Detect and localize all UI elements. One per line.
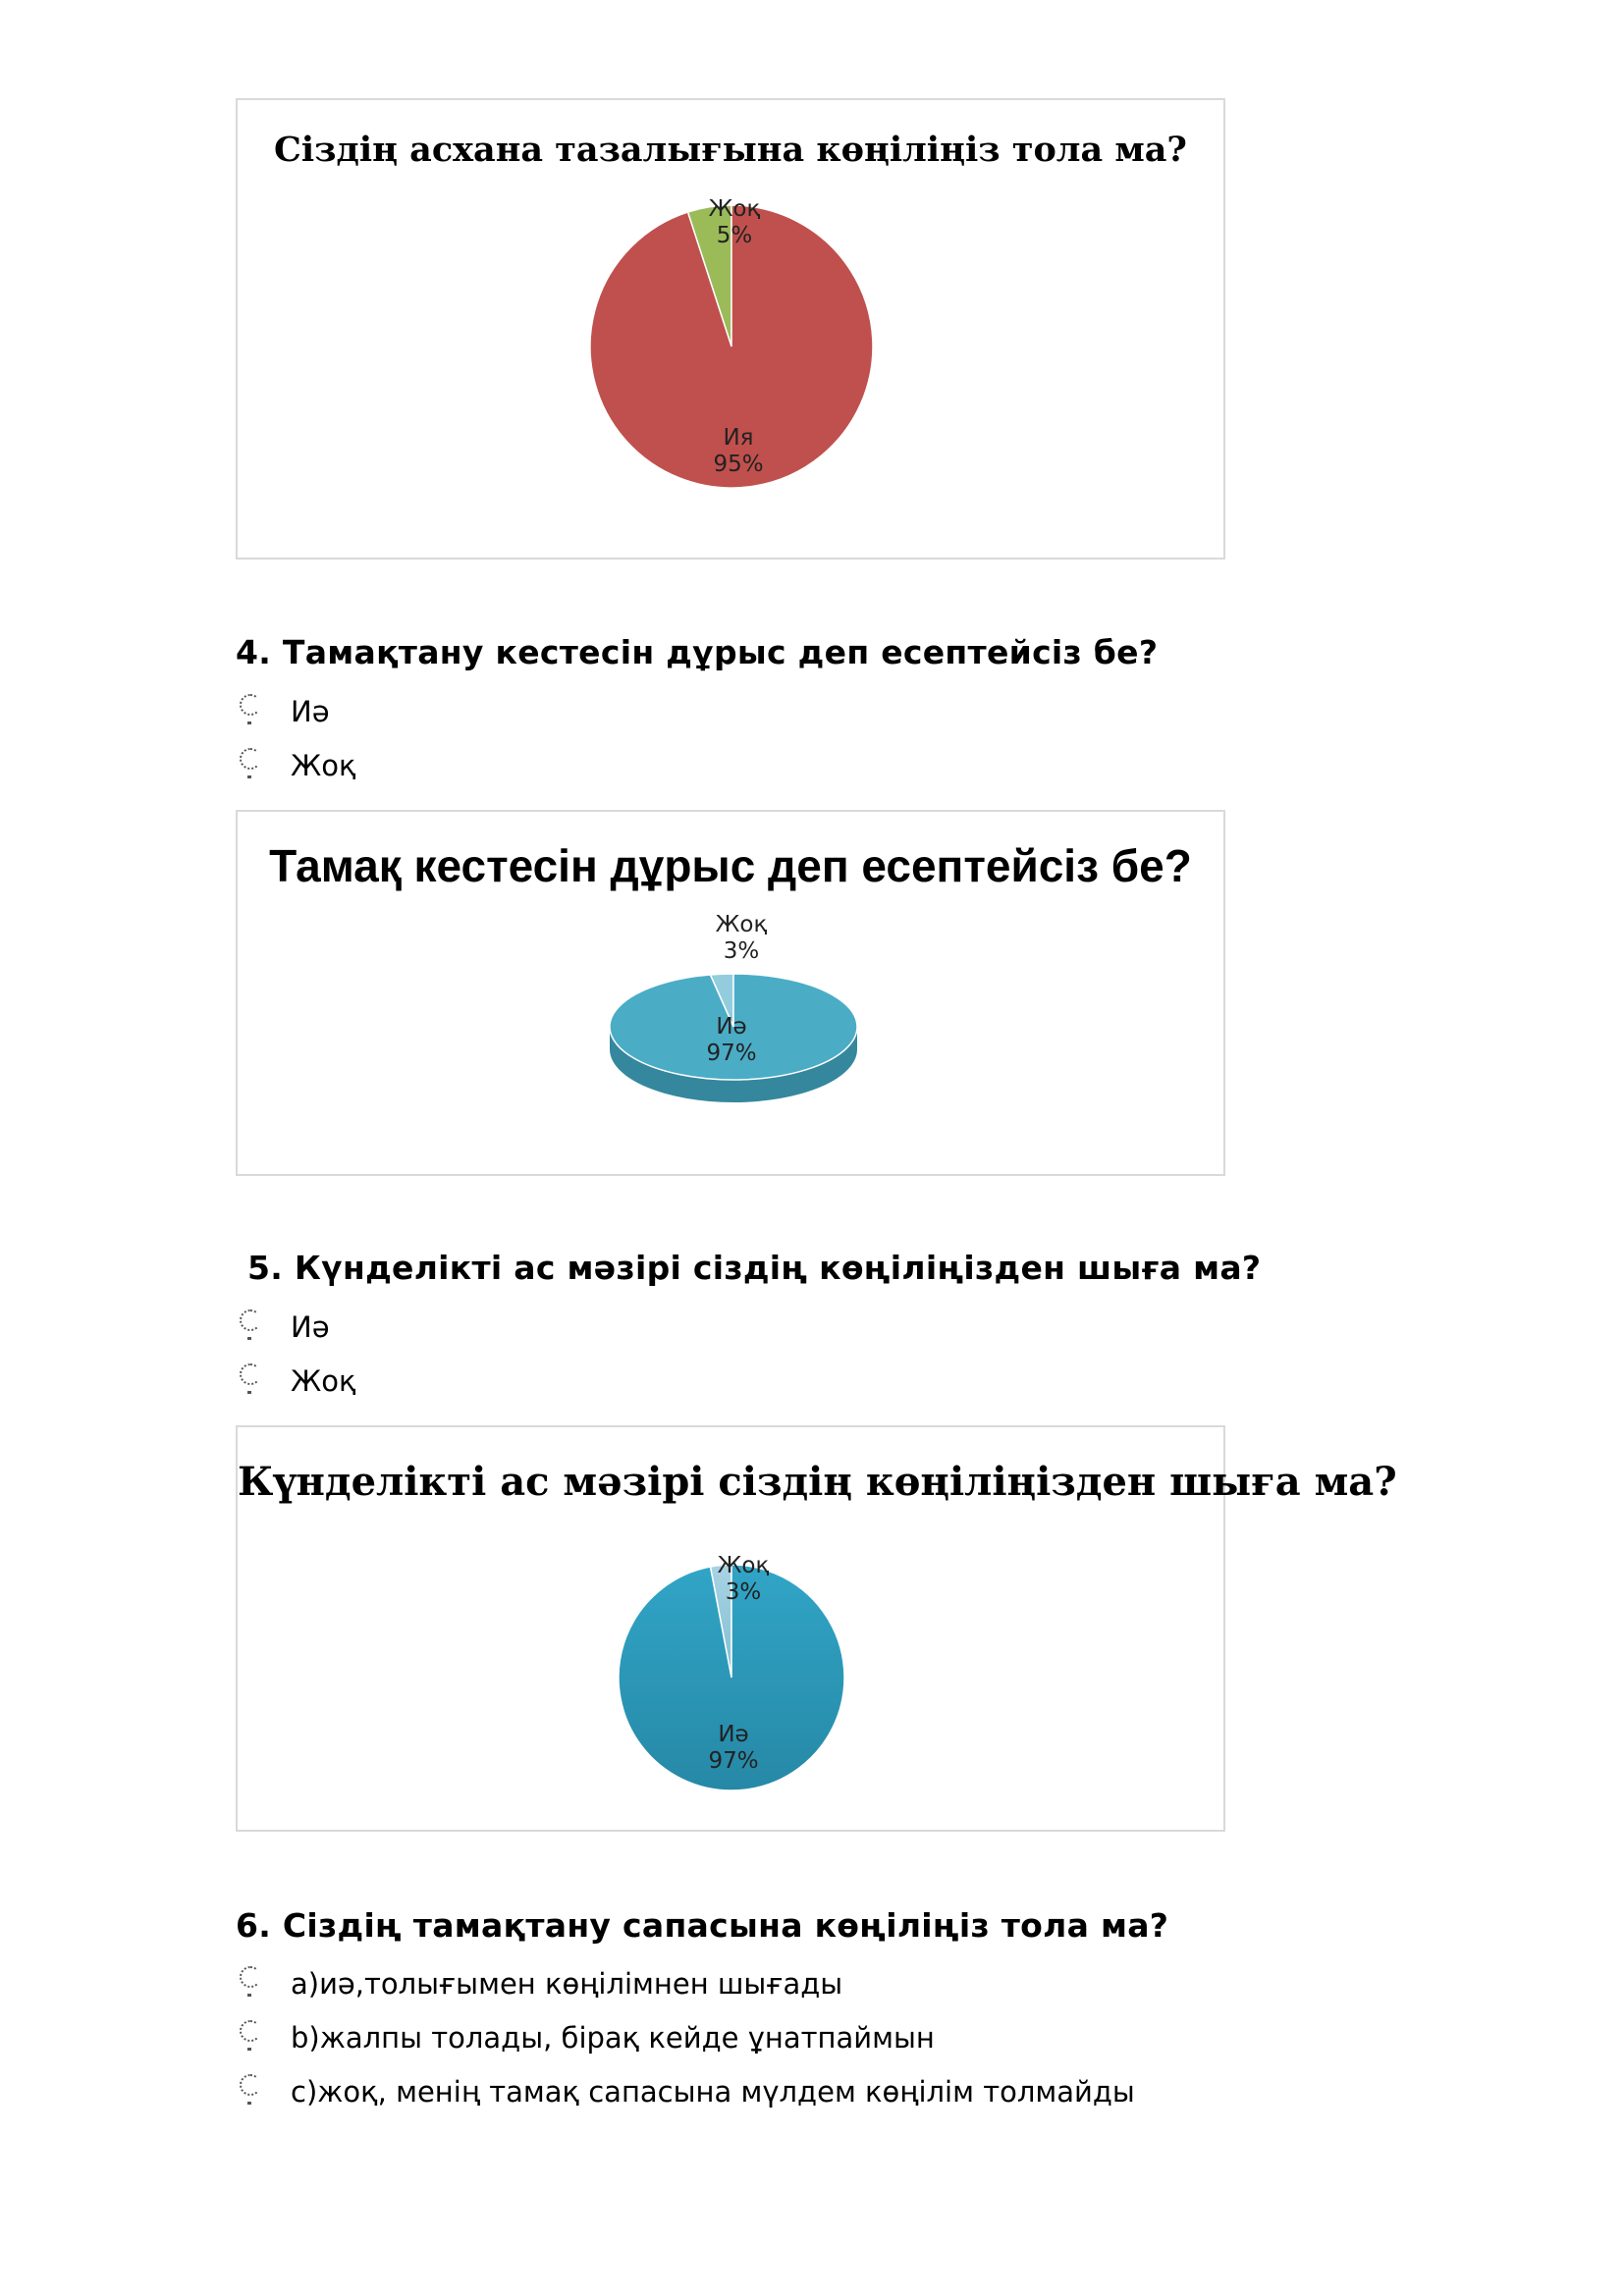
chart-1-frame [236, 98, 1225, 560]
radio-icon[interactable] [238, 746, 263, 772]
chart-1-label-0-category: Жоқ [708, 196, 761, 222]
option-label: Иә [291, 1310, 330, 1344]
question-6-option-c[interactable] [238, 2072, 1135, 2111]
radio-icon[interactable] [238, 1362, 263, 1387]
chart-2-frame [236, 810, 1225, 1176]
chart-2-label-1-value: 97% [706, 1041, 757, 1066]
chart-2-title: Тамақ кестесін дұрыс деп есептейсіз бе? [269, 840, 1192, 891]
chart-2-label-0-category: Жоқ [715, 912, 768, 937]
radio-icon[interactable] [238, 1308, 263, 1333]
question-5-option-yes[interactable] [238, 1308, 330, 1347]
chart-1-label-1-category: Ия [723, 425, 754, 451]
radio-icon[interactable] [238, 692, 263, 718]
question-5-option-no[interactable] [238, 1362, 356, 1401]
question-6-option-a[interactable] [238, 1964, 842, 2003]
chart-2-label-0-value: 3% [723, 938, 760, 964]
chart-3-label-1-category: Иә [718, 1722, 749, 1747]
radio-icon[interactable] [238, 1964, 263, 1990]
chart-2-label-1-category: Иә [716, 1014, 747, 1040]
option-label: Жоқ [291, 1364, 356, 1398]
question-6-option-b[interactable] [238, 2018, 935, 2057]
question-4: 4. Тамақтану кестесін дұрыс деп есептейсіз бе? [236, 633, 1159, 671]
chart-3-frame [236, 1425, 1397, 1832]
option-label: Жоқ [291, 749, 356, 782]
question-6: 6. Сіздің тамақтану сапасына көңіліңіз тола ма? [236, 1906, 1169, 1945]
radio-icon[interactable] [238, 2072, 263, 2098]
chart-1-label-0-value: 5% [716, 223, 753, 248]
chart-3-label-0-value: 3% [725, 1579, 762, 1605]
chart-3-title: Күнделікті ас мәзірі сіздің көңіліңізден шыға ма? [238, 1459, 1397, 1505]
radio-icon[interactable] [238, 2018, 263, 2044]
chart-3-label-1-value: 97% [708, 1748, 759, 1774]
option-label: b)жалпы толады, бірақ кейде ұнатпаймын [291, 2021, 935, 2055]
chart-1-label-1-value: 95% [713, 452, 764, 477]
question-4-option-yes[interactable] [238, 692, 330, 731]
question-4-option-no[interactable] [238, 746, 356, 785]
option-label: Иә [291, 695, 330, 728]
option-label: c)жоқ, менің тамақ сапасына мүлдем көңілім толмайды [291, 2075, 1135, 2109]
option-label: a)иә,толығымен көңілімнен шығады [291, 1967, 843, 2001]
chart-3-label-0-category: Жоқ [717, 1553, 770, 1578]
chart-1-title: Сіздің асхана тазалығына көңіліңіз тола ма? [274, 130, 1187, 170]
question-5: 5. Күнделікті ас мәзірі сіздің көңіліңізден шыға ма? [247, 1249, 1262, 1287]
